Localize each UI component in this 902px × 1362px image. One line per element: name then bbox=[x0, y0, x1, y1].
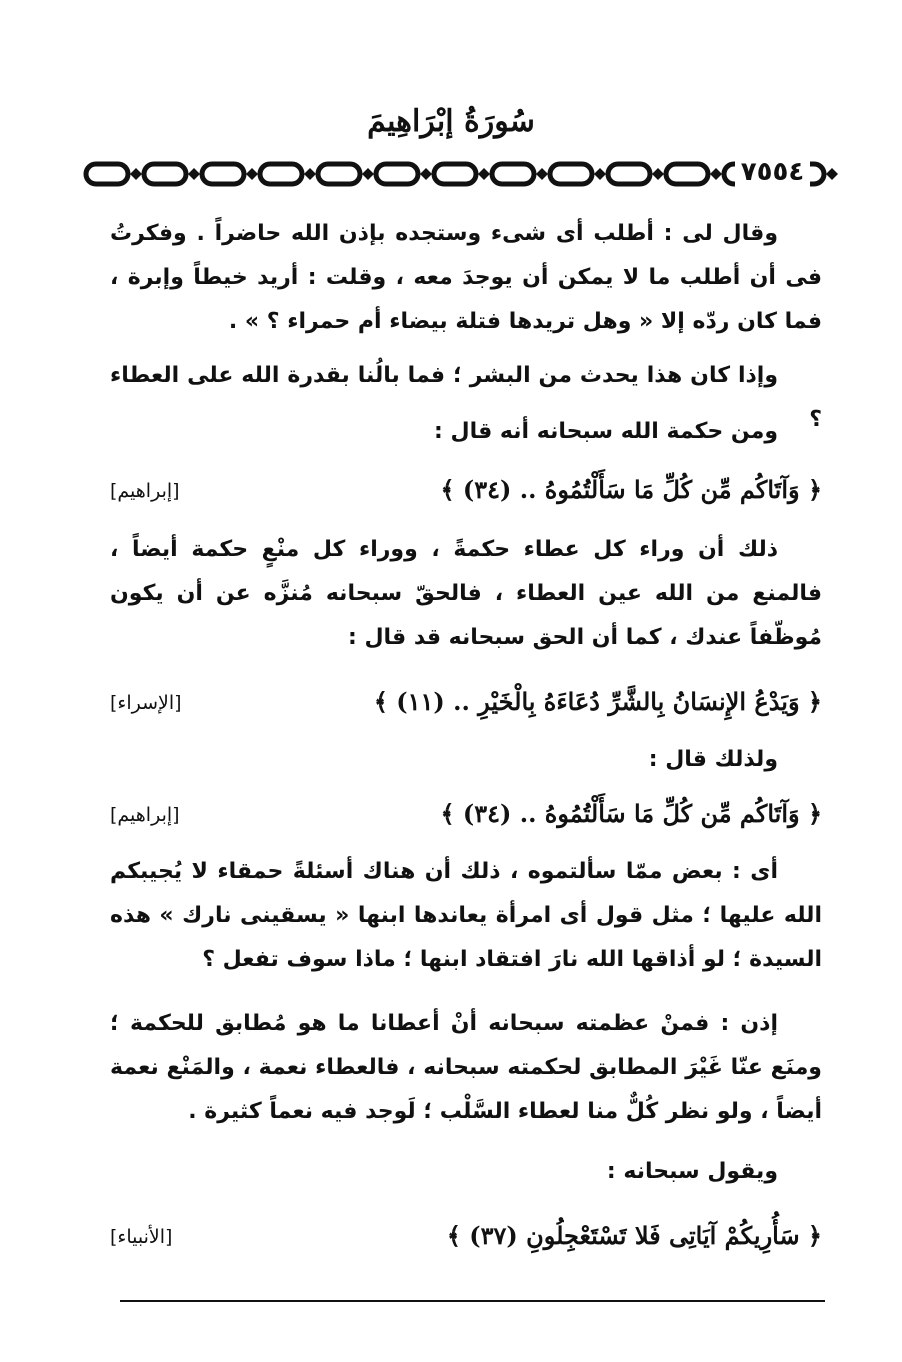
paragraph-7: إذن : فمنْ عظمته سبحانه أنْ أعطانا ما هو مُطابق للحكمة ؛ ومنَع عنّا غَيْرَ المطابق لحكمته سبحانه ، فالعطاء نعمة ، والمَنْع نعمة أيضاً ، ولو نظر كُلٌّ منا لعطاء السَّلْب ؛ لَوجد فيه نعماً كثيرة . bbox=[110, 1011, 822, 1124]
quran-verse: ﴿ سَأُرِيكُمْ آيَاتِى فَلا تَسْتَعْجِلُونِ (٣٧) ﴾ bbox=[446, 1221, 822, 1250]
page-number: ٧٥٥٤ bbox=[735, 156, 810, 188]
chain-diamond bbox=[594, 168, 606, 180]
chain-diamond bbox=[130, 168, 142, 180]
quran-verse: ﴿ وَيَدْعُ الإِنسَانُ بِالشَّرِّ دُعَاءَهُ بِالْخَيْرِ .. (١١) ﴾ bbox=[373, 687, 822, 716]
verse-line-4 bbox=[110, 1216, 822, 1256]
chain-diamond bbox=[536, 168, 548, 180]
chain-link bbox=[492, 164, 534, 184]
chain-diamond bbox=[652, 168, 664, 180]
paragraph-1: وقال لى : أطلب أى شىء وستجده بإذن الله حاضراً . وفكرتُ فى أن أطلب ما لا يمكن أن يوجدَ معه ، وقلت : أريد خيطاً وإبرة ، فما كان ردّه إلا « وهل تريدها فتلة بيضاء أم حمراء ؟ » . bbox=[110, 221, 822, 334]
chain-diamond bbox=[420, 168, 432, 180]
chain-link bbox=[608, 164, 650, 184]
chain-diamond bbox=[826, 168, 838, 180]
chain-link bbox=[318, 164, 360, 184]
chain-diamond bbox=[710, 168, 722, 180]
surah-reference: [الإسراء] bbox=[110, 692, 182, 714]
footer-rule bbox=[120, 1300, 825, 1302]
surah-reference: [إبراهيم] bbox=[110, 804, 180, 826]
verse-line-1 bbox=[110, 470, 822, 510]
chain-link bbox=[666, 164, 708, 184]
chain-link bbox=[550, 164, 592, 184]
surah-reference: [إبراهيم] bbox=[110, 480, 180, 502]
verse-line-2 bbox=[110, 682, 822, 722]
chain-link bbox=[86, 164, 128, 184]
chain-link bbox=[260, 164, 302, 184]
chain-link bbox=[144, 164, 186, 184]
quran-verse: ﴿ وَآتَاكُم مِّن كُلِّ مَا سَأَلْتُمُوهُ .. (٣٤) ﴾ bbox=[440, 799, 822, 828]
paragraph-5: ولذلك قال : bbox=[648, 747, 778, 772]
chain-diamond bbox=[304, 168, 316, 180]
paragraph-4: ذلك أن وراء كل عطاء حكمةً ، ووراء كل منْعٍ حكمة أيضاً ، فالمنع من الله عين العطاء ، فالحقّ سبحانه مُنزَّه عن أن يكون مُوظّفاً عندك ، كما أن الحق سبحانه قد قال : bbox=[110, 537, 822, 650]
paragraph-6: أى : بعض ممّا سألتموه ، ذلك أن هناك أسئلةً حمقاء لا يُجيبكم الله عليها ؛ مثل قول أى امرأة يعاندها ابنها « يسقينى نارك » هذه السيدة ؛ لو أذاقها الله نارَ افتقاد ابنها ؛ ماذا سوف تفعل ؟ bbox=[110, 859, 822, 972]
verse-line-3 bbox=[110, 794, 822, 834]
surah-title: سُورَةُ إبْرَاهِيمَ bbox=[367, 104, 535, 139]
chain-link bbox=[434, 164, 476, 184]
chain-diamond bbox=[362, 168, 374, 180]
chain-diamond bbox=[246, 168, 258, 180]
paragraph-2: وإذا كان هذا يحدث من البشر ؛ فما بالُنا بقدرة الله على العطاء ؟ bbox=[110, 363, 822, 432]
chain-diamond bbox=[188, 168, 200, 180]
chain-link bbox=[376, 164, 418, 184]
quran-verse: ﴿ وَآتَاكُم مِّن كُلِّ مَا سَأَلْتُمُوهُ .. (٣٤) ﴾ bbox=[440, 475, 822, 504]
chain-link bbox=[202, 164, 244, 184]
surah-reference: [الأنبياء] bbox=[110, 1226, 173, 1248]
paragraph-8: ويقول سبحانه : bbox=[606, 1159, 778, 1184]
paragraph-3: ومن حكمة الله سبحانه أنه قال : bbox=[434, 419, 778, 444]
chain-diamond bbox=[478, 168, 490, 180]
